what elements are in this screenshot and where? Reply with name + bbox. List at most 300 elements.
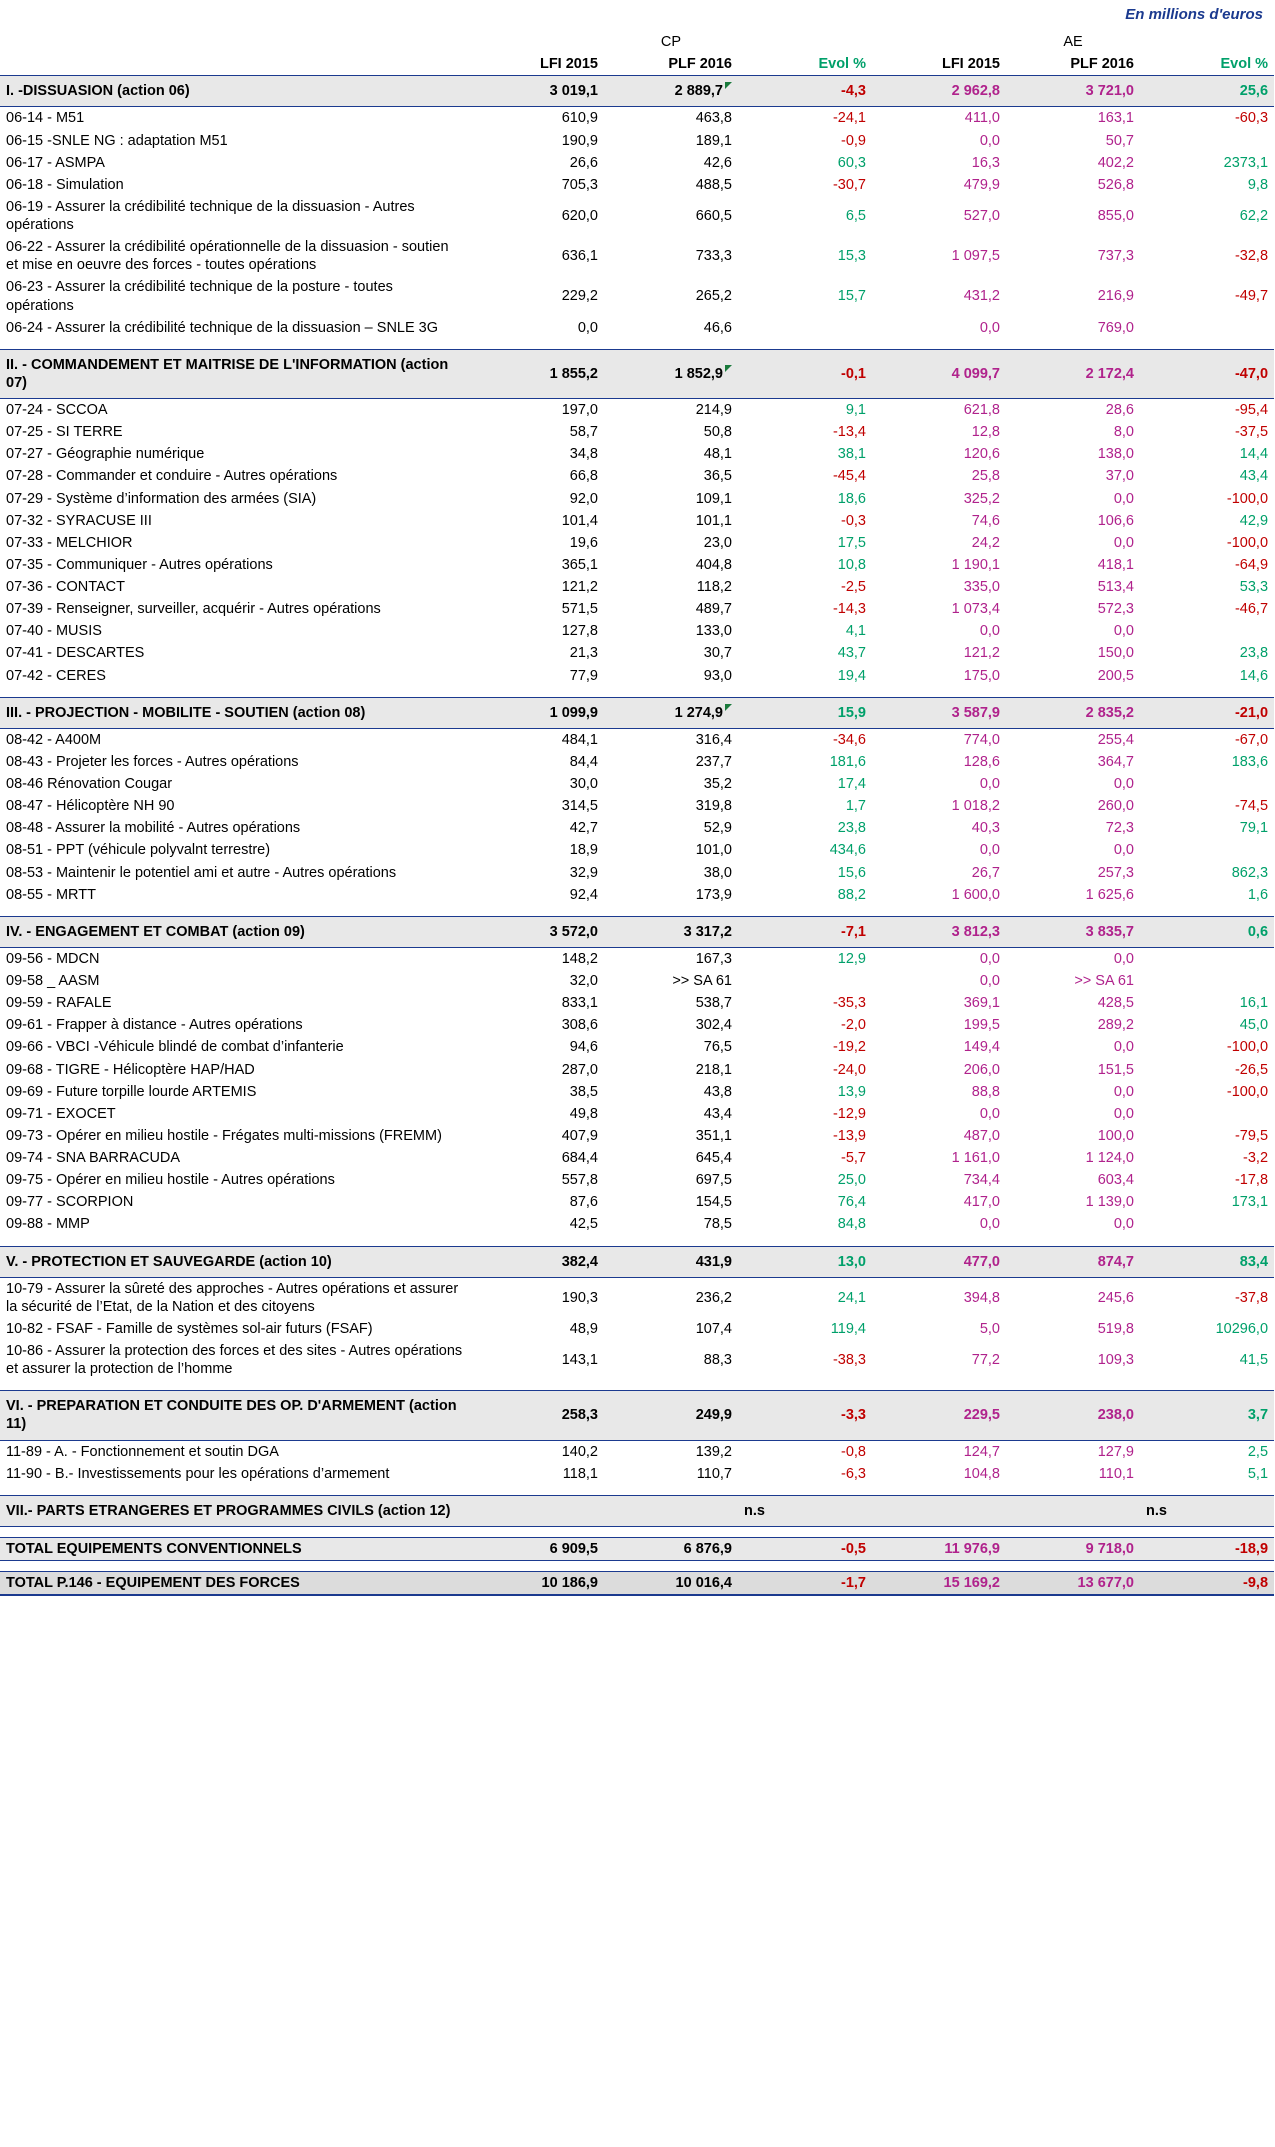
cell-ae-plf: 0,0 bbox=[1113, 1105, 1134, 1122]
cell-cp-evol: -24,1 bbox=[832, 110, 866, 127]
table-row bbox=[0, 598, 1274, 620]
table-row bbox=[0, 992, 1274, 1014]
cell-cp-lfi: 121,2 bbox=[561, 579, 598, 595]
cell-ae-evol: -49,7 bbox=[1234, 288, 1269, 305]
cell-cp-plf: 488,5 bbox=[695, 176, 732, 193]
cell-cp-evol: -1,7 bbox=[738, 1572, 872, 1596]
cell-cp-plf: 319,8 bbox=[695, 798, 732, 815]
cell-cp-evol: 24,1 bbox=[837, 1289, 866, 1306]
cell-ae-lfi: 335,0 bbox=[963, 579, 1000, 595]
cell-ae-evol: -47,0 bbox=[1140, 349, 1274, 398]
cell-ae-evol bbox=[1140, 620, 1274, 642]
cell-ae-lfi: 479,9 bbox=[963, 176, 1000, 193]
cell-cp-lfi: 26,6 bbox=[569, 154, 598, 171]
cell-ae-lfi: 431,2 bbox=[963, 288, 1000, 305]
table-group-header-row bbox=[0, 31, 1274, 53]
table-row bbox=[0, 1340, 1274, 1380]
cell-ae-plf: 0,0 bbox=[1113, 623, 1134, 640]
cell-ae-evol: 14,6 bbox=[1239, 667, 1269, 684]
cell-cp-evol: -12,9 bbox=[832, 1105, 866, 1122]
cell-cp-plf: 489,7 bbox=[695, 601, 732, 618]
cell-ae-plf: 513,4 bbox=[1097, 579, 1134, 595]
cell-ae-plf: 0,0 bbox=[1113, 1039, 1134, 1056]
cell-cp-lfi: 705,3 bbox=[561, 176, 598, 193]
cell-cp-plf: 43,8 bbox=[703, 1083, 732, 1100]
table-row bbox=[0, 130, 1274, 152]
table-row bbox=[0, 317, 1274, 339]
row-label: III. - PROJECTION - MOBILITE - SOUTIEN (action 08) bbox=[0, 697, 470, 728]
cell-cp-evol: -24,0 bbox=[832, 1061, 866, 1078]
cell-ae-lfi: 16,3 bbox=[971, 154, 1000, 171]
triangle-marker-icon bbox=[725, 704, 732, 711]
cell-cp-plf: 189,1 bbox=[695, 132, 732, 149]
cell-cp-lfi: 610,9 bbox=[561, 110, 598, 127]
cell-cp-evol: n.s bbox=[738, 1495, 872, 1526]
cell-ae-plf: 255,4 bbox=[1097, 731, 1134, 748]
cell-cp-plf: 107,4 bbox=[695, 1320, 732, 1337]
cell-ae-evol: -3,2 bbox=[1243, 1150, 1269, 1166]
cell-ae-lfi: 0,0 bbox=[979, 623, 1000, 640]
cell-ae-plf: 3 721,0 bbox=[1006, 76, 1140, 107]
row-label: 06-23 - Assurer la crédibilité technique de la posture - toutes opérations bbox=[6, 279, 393, 314]
cell-cp-plf: 237,7 bbox=[695, 753, 732, 770]
row-label: 07-25 - SI TERRE bbox=[6, 424, 123, 441]
cell-cp-lfi: 42,5 bbox=[569, 1216, 598, 1233]
cell-cp-evol: -2,0 bbox=[841, 1017, 866, 1034]
cell-cp-evol: 15,7 bbox=[837, 288, 866, 305]
cell-ae-lfi: 0,0 bbox=[979, 950, 1000, 967]
cell-ae-lfi bbox=[872, 1495, 1006, 1526]
cell-cp-evol: 38,1 bbox=[837, 446, 866, 463]
cell-ae-lfi: 199,5 bbox=[963, 1017, 1000, 1034]
cell-ae-evol: 42,9 bbox=[1239, 512, 1269, 529]
cell-cp-evol: 15,6 bbox=[837, 864, 866, 881]
cell-ae-lfi: 0,0 bbox=[979, 776, 1000, 792]
cell-cp-lfi: 21,3 bbox=[569, 645, 598, 662]
cell-ae-evol: -9,8 bbox=[1140, 1572, 1274, 1596]
cell-cp-lfi: 19,6 bbox=[569, 534, 598, 551]
cell-ae-plf: 289,2 bbox=[1097, 1017, 1134, 1034]
col-header-ae-plf: PLF 2016 bbox=[1006, 53, 1140, 76]
cell-cp-lfi: 34,8 bbox=[569, 446, 598, 463]
cell-cp-evol: 4,1 bbox=[845, 623, 866, 640]
cell-cp-evol: -5,7 bbox=[841, 1150, 866, 1166]
cell-ae-evol: 10296,0 bbox=[1215, 1320, 1269, 1337]
table-row bbox=[0, 1125, 1274, 1147]
cell-ae-evol: -17,8 bbox=[1234, 1172, 1269, 1189]
cell-cp-lfi: 84,4 bbox=[569, 753, 598, 770]
cell-ae-plf: 37,0 bbox=[1105, 468, 1134, 485]
cell-cp-evol: 43,7 bbox=[837, 645, 866, 662]
cell-cp-lfi: 92,4 bbox=[569, 886, 598, 903]
cell-cp-plf: 538,7 bbox=[695, 995, 732, 1012]
row-label: 08-42 - A400M bbox=[6, 731, 102, 748]
cell-cp-evol: 19,4 bbox=[837, 667, 866, 684]
cell-ae-lfi: 11 976,9 bbox=[872, 1537, 1006, 1560]
cell-ae-plf: 0,0 bbox=[1113, 776, 1134, 792]
cell-ae-lfi: 15 169,2 bbox=[872, 1572, 1006, 1596]
row-label: 06-18 - Simulation bbox=[6, 176, 124, 193]
cell-cp-lfi: 58,7 bbox=[569, 424, 598, 441]
cell-cp-plf: 645,4 bbox=[695, 1150, 732, 1166]
cell-cp-lfi: 6 909,5 bbox=[470, 1537, 604, 1560]
row-label: 07-36 - CONTACT bbox=[6, 579, 125, 595]
cell-cp-evol: 88,2 bbox=[837, 886, 866, 903]
row-label: 09-71 - EXOCET bbox=[6, 1105, 116, 1122]
table-row bbox=[0, 276, 1274, 316]
cell-cp-lfi bbox=[470, 1495, 604, 1526]
cell-ae-plf: 769,0 bbox=[1097, 319, 1134, 336]
cell-cp-lfi: 18,9 bbox=[569, 842, 598, 859]
cell-cp-evol: -0,5 bbox=[738, 1537, 872, 1560]
cell-cp-plf: 42,6 bbox=[703, 154, 732, 171]
cell-cp-plf: 43,4 bbox=[703, 1105, 732, 1122]
cell-ae-lfi: 734,4 bbox=[963, 1172, 1000, 1189]
cell-ae-evol: -74,5 bbox=[1234, 798, 1269, 815]
cell-cp-lfi: 30,0 bbox=[569, 776, 598, 792]
cell-ae-plf: 855,0 bbox=[1097, 207, 1134, 224]
row-label: 07-32 - SYRACUSE III bbox=[6, 512, 152, 529]
cell-ae-plf: 13 677,0 bbox=[1006, 1572, 1140, 1596]
table-row bbox=[0, 1191, 1274, 1213]
cell-cp-evol: 18,6 bbox=[837, 490, 866, 507]
cell-cp-lfi: 92,0 bbox=[569, 490, 598, 507]
cell-ae-lfi: 4 099,7 bbox=[872, 349, 1006, 398]
cell-cp-lfi: 308,6 bbox=[561, 1017, 598, 1034]
col-header-cp-plf: PLF 2016 bbox=[604, 53, 738, 76]
table-row bbox=[0, 1059, 1274, 1081]
cell-ae-lfi: 40,3 bbox=[971, 820, 1000, 837]
row-label: 08-48 - Assurer la mobilité - Autres opérations bbox=[6, 820, 301, 837]
cell-ae-lfi: 0,0 bbox=[979, 132, 1000, 149]
row-label: 06-22 - Assurer la crédibilité opérationnelle de la dissuasion - soutien et mise en oeuvre des forces - toutes opérations bbox=[6, 239, 449, 274]
row-label: I. -DISSUASION (action 06) bbox=[0, 76, 470, 107]
cell-cp-evol: 76,4 bbox=[837, 1194, 866, 1211]
cell-ae-plf: 1 139,0 bbox=[1085, 1194, 1134, 1211]
row-label: 11-90 - B.- Investissements pour les opérations d’armement bbox=[6, 1465, 390, 1482]
cell-ae-evol bbox=[1140, 130, 1274, 152]
table-row bbox=[0, 1318, 1274, 1340]
cell-ae-plf: 100,0 bbox=[1097, 1127, 1134, 1144]
row-label: 06-15 -SNLE NG : adaptation M51 bbox=[6, 132, 228, 149]
row-label: 08-51 - PPT (véhicule polyvalnt terrestre) bbox=[6, 842, 271, 859]
table-row bbox=[0, 465, 1274, 487]
table-row bbox=[0, 236, 1274, 276]
cell-cp-lfi: 314,5 bbox=[561, 798, 598, 815]
row-label: 09-88 - MMP bbox=[6, 1216, 90, 1233]
cell-ae-plf: 245,6 bbox=[1097, 1289, 1134, 1306]
cell-cp-evol: -0,9 bbox=[841, 132, 866, 149]
row-label: 06-24 - Assurer la crédibilité technique de la dissuasion – SNLE 3G bbox=[6, 319, 439, 336]
cell-cp-evol: 17,5 bbox=[837, 534, 866, 551]
cell-ae-lfi: 487,0 bbox=[963, 1127, 1000, 1144]
cell-cp-evol: 10,8 bbox=[837, 556, 866, 573]
table-row bbox=[0, 152, 1274, 174]
table-row bbox=[0, 1103, 1274, 1125]
cell-ae-lfi: 417,0 bbox=[963, 1194, 1000, 1211]
cell-ae-evol: 79,1 bbox=[1239, 820, 1269, 837]
row-label: 07-40 - MUSIS bbox=[6, 623, 102, 640]
cell-ae-evol: 25,6 bbox=[1140, 76, 1274, 107]
row-label: 09-58 _ AASM bbox=[6, 973, 100, 989]
row-label: 10-86 - Assurer la protection des forces et des sites - Autres opérations et assurer la protection de l’homme bbox=[6, 1343, 463, 1378]
cell-ae-lfi: 1 018,2 bbox=[951, 798, 1000, 815]
row-label: 08-46 Rénovation Cougar bbox=[6, 776, 173, 792]
cell-ae-evol bbox=[1140, 317, 1274, 339]
cell-ae-plf: 106,6 bbox=[1097, 512, 1134, 529]
table-section-row bbox=[0, 697, 1274, 728]
cell-cp-lfi: 140,2 bbox=[561, 1443, 598, 1460]
cell-ae-lfi: 24,2 bbox=[971, 534, 1000, 551]
group-header-ae: AE bbox=[1063, 34, 1083, 50]
cell-cp-plf bbox=[604, 1495, 738, 1526]
cell-ae-plf: 163,1 bbox=[1097, 110, 1134, 127]
row-label: 08-47 - Hélicoptère NH 90 bbox=[6, 798, 175, 815]
table-row bbox=[0, 665, 1274, 687]
cell-ae-evol: -100,0 bbox=[1226, 1039, 1269, 1056]
row-label: 08-55 - MRTT bbox=[6, 886, 96, 903]
cell-ae-evol bbox=[1140, 1103, 1274, 1125]
cell-ae-evol: 0,6 bbox=[1140, 916, 1274, 947]
cell-cp-lfi: 557,8 bbox=[561, 1172, 598, 1189]
cell-cp-evol: -35,3 bbox=[832, 995, 866, 1012]
cell-cp-evol: -34,6 bbox=[832, 731, 866, 748]
row-label: 09-74 - SNA BARRACUDA bbox=[6, 1150, 181, 1166]
triangle-marker-icon bbox=[725, 365, 732, 372]
cell-ae-evol: -60,3 bbox=[1234, 110, 1269, 127]
cell-cp-evol bbox=[738, 317, 872, 339]
cell-cp-evol: -0,3 bbox=[841, 512, 866, 529]
row-label: 07-35 - Communiquer - Autres opérations bbox=[6, 556, 273, 573]
cell-cp-plf: 431,9 bbox=[604, 1246, 738, 1277]
table-row bbox=[0, 488, 1274, 510]
row-label: 09-66 - VBCI -Véhicule blindé de combat d’infanterie bbox=[6, 1039, 344, 1056]
cell-ae-evol bbox=[1140, 947, 1274, 970]
cell-cp-lfi: 833,1 bbox=[561, 995, 598, 1012]
row-label: 06-17 - ASMPA bbox=[6, 154, 105, 171]
cell-ae-evol: -95,4 bbox=[1234, 402, 1269, 418]
cell-cp-plf: 3 317,2 bbox=[604, 916, 738, 947]
cell-ae-evol: 5,1 bbox=[1247, 1465, 1269, 1482]
cell-cp-plf: 10 016,4 bbox=[604, 1572, 738, 1596]
cell-ae-plf: 519,8 bbox=[1097, 1320, 1134, 1337]
table-row bbox=[0, 728, 1274, 751]
table-row bbox=[0, 970, 1274, 992]
row-label: 10-82 - FSAF - Famille de systèmes sol-air futurs (FSAF) bbox=[6, 1320, 373, 1337]
col-header-ae-evol: Evol % bbox=[1140, 53, 1274, 76]
table-row bbox=[0, 1440, 1274, 1463]
cell-cp-lfi: 42,7 bbox=[569, 820, 598, 837]
cell-cp-lfi: 1 855,2 bbox=[470, 349, 604, 398]
cell-cp-evol: -14,3 bbox=[832, 601, 866, 618]
cell-cp-evol: 13,9 bbox=[837, 1083, 866, 1100]
cell-cp-plf: 36,5 bbox=[703, 468, 732, 485]
spacer-cell bbox=[0, 1526, 1274, 1537]
cell-cp-plf: 316,4 bbox=[695, 731, 732, 748]
row-label: 09-77 - SCORPION bbox=[6, 1194, 134, 1211]
row-label: 11-89 - A. - Fonctionnement et soutin DGA bbox=[6, 1443, 279, 1460]
table-row bbox=[0, 1277, 1274, 1318]
table-row bbox=[0, 751, 1274, 773]
row-label: 09-73 - Opérer en milieu hostile - Frégates multi-missions (FREMM) bbox=[6, 1127, 442, 1144]
cell-ae-evol: 173,1 bbox=[1231, 1194, 1269, 1211]
cell-cp-lfi: 3 572,0 bbox=[470, 916, 604, 947]
cell-cp-plf: 2 889,7 bbox=[604, 76, 738, 107]
table-row bbox=[0, 1081, 1274, 1103]
cell-ae-evol: -46,7 bbox=[1234, 601, 1269, 618]
cell-cp-evol: -13,4 bbox=[832, 424, 866, 441]
cell-ae-plf: 1 625,6 bbox=[1085, 886, 1134, 903]
cell-cp-plf: 118,2 bbox=[696, 579, 732, 595]
spacer-cell bbox=[0, 1561, 1274, 1572]
cell-ae-evol: 53,3 bbox=[1239, 579, 1269, 595]
budget-table-body bbox=[0, 76, 1274, 1595]
cell-ae-evol: 1,6 bbox=[1247, 886, 1269, 903]
cell-ae-plf: 257,3 bbox=[1097, 864, 1134, 881]
cell-cp-plf: 48,1 bbox=[703, 446, 732, 463]
row-label: 08-53 - Maintenir le potentiel ami et autre - Autres opérations bbox=[6, 864, 397, 881]
row-label: IV. - ENGAGEMENT ET COMBAT (action 09) bbox=[0, 916, 470, 947]
table-section-row bbox=[0, 349, 1274, 398]
cell-ae-plf: 0,0 bbox=[1113, 490, 1134, 507]
cell-cp-evol: -2,5 bbox=[841, 579, 866, 595]
cell-ae-plf: 0,0 bbox=[1113, 534, 1134, 551]
table-spacer-row bbox=[0, 906, 1274, 917]
cell-cp-lfi: 229,2 bbox=[561, 288, 598, 305]
cell-cp-plf: 173,9 bbox=[695, 886, 732, 903]
cell-cp-lfi: 127,8 bbox=[561, 623, 598, 640]
cell-ae-plf: 260,0 bbox=[1097, 798, 1134, 815]
cell-cp-evol: 15,3 bbox=[837, 248, 866, 265]
table-section-row bbox=[0, 916, 1274, 947]
cell-ae-plf: 238,0 bbox=[1006, 1391, 1140, 1440]
cell-cp-plf: 76,5 bbox=[703, 1039, 732, 1056]
table-section-row bbox=[0, 1495, 1274, 1526]
cell-cp-lfi: 287,0 bbox=[561, 1061, 598, 1078]
cell-ae-lfi: 26,7 bbox=[971, 864, 1000, 881]
cell-ae-evol: 9,8 bbox=[1247, 176, 1269, 193]
row-label: 07-33 - MELCHIOR bbox=[6, 534, 133, 551]
cell-cp-evol: -3,3 bbox=[738, 1391, 872, 1440]
cell-cp-plf: 302,4 bbox=[695, 1017, 732, 1034]
cell-ae-evol: 2,5 bbox=[1247, 1443, 1269, 1460]
cell-cp-plf: 101,1 bbox=[695, 512, 732, 529]
cell-cp-evol: -13,9 bbox=[832, 1127, 866, 1144]
units-note: En millions d'euros bbox=[1125, 6, 1263, 23]
cell-cp-plf: 38,0 bbox=[703, 864, 732, 881]
row-label: TOTAL P.146 - EQUIPEMENT DES FORCES bbox=[0, 1572, 470, 1596]
cell-ae-plf: 2 835,2 bbox=[1006, 697, 1140, 728]
cell-ae-evol: 862,3 bbox=[1231, 864, 1269, 881]
cell-cp-lfi: 118,1 bbox=[562, 1465, 598, 1482]
cell-cp-evol: -7,1 bbox=[738, 916, 872, 947]
cell-cp-lfi: 484,1 bbox=[561, 731, 598, 748]
row-label: VII.- PARTS ETRANGERES ET PROGRAMMES CIVILS (action 12) bbox=[0, 1495, 470, 1526]
cell-cp-evol: 60,3 bbox=[837, 154, 866, 171]
cell-ae-evol: -18,9 bbox=[1140, 1537, 1274, 1560]
col-header-0 bbox=[0, 53, 470, 76]
cell-cp-plf: 463,8 bbox=[695, 110, 732, 127]
cell-cp-plf: 6 876,9 bbox=[604, 1537, 738, 1560]
cell-ae-evol: -37,8 bbox=[1234, 1289, 1269, 1306]
table-spacer-row bbox=[0, 1526, 1274, 1537]
cell-ae-lfi: 12,8 bbox=[971, 424, 1000, 441]
row-label: 06-19 - Assurer la crédibilité technique de la dissuasion - Autres opérations bbox=[6, 198, 415, 233]
table-row bbox=[0, 642, 1274, 664]
cell-ae-lfi: 3 587,9 bbox=[872, 697, 1006, 728]
table-section-row bbox=[0, 1391, 1274, 1440]
row-label: VI. - PREPARATION ET CONDUITE DES OP. D'ARMEMENT (action 11) bbox=[0, 1391, 470, 1440]
cell-ae-lfi: 121,2 bbox=[963, 645, 1000, 662]
cell-cp-lfi: 197,0 bbox=[561, 402, 598, 418]
cell-ae-evol: 43,4 bbox=[1239, 468, 1269, 485]
cell-ae-lfi: 25,8 bbox=[971, 468, 1000, 485]
table-row bbox=[0, 1463, 1274, 1485]
cell-ae-evol bbox=[1140, 1213, 1274, 1235]
cell-ae-plf: 402,2 bbox=[1097, 154, 1134, 171]
cell-ae-lfi: 77,2 bbox=[971, 1352, 1000, 1369]
cell-ae-lfi: 1 097,5 bbox=[951, 248, 1000, 265]
cell-ae-plf: >> SA 61 bbox=[1074, 973, 1134, 989]
cell-ae-evol: 2373,1 bbox=[1223, 154, 1269, 171]
cell-ae-lfi: 2 962,8 bbox=[872, 76, 1006, 107]
cell-cp-lfi: 3 019,1 bbox=[470, 76, 604, 107]
cell-cp-lfi: 1 099,9 bbox=[470, 697, 604, 728]
row-label: 09-75 - Opérer en milieu hostile - Autres opérations bbox=[6, 1172, 335, 1189]
cell-cp-plf: 23,0 bbox=[703, 534, 732, 551]
table-row bbox=[0, 1213, 1274, 1235]
table-row bbox=[0, 196, 1274, 236]
cell-ae-plf: 1 124,0 bbox=[1085, 1150, 1134, 1166]
cell-ae-plf: 3 835,7 bbox=[1006, 916, 1140, 947]
row-label: 09-61 - Frapper à distance - Autres opérations bbox=[6, 1017, 303, 1034]
row-label: 07-28 - Commander et conduire - Autres opérations bbox=[6, 468, 338, 485]
spacer-cell bbox=[0, 906, 1274, 917]
cell-ae-plf: 418,1 bbox=[1097, 556, 1134, 573]
cell-ae-plf: 127,9 bbox=[1097, 1443, 1134, 1460]
cell-ae-evol: -100,0 bbox=[1226, 1083, 1269, 1100]
cell-cp-evol: 9,1 bbox=[845, 402, 866, 418]
cell-ae-lfi: 394,8 bbox=[963, 1289, 1000, 1306]
table-section-row bbox=[0, 1246, 1274, 1277]
cell-cp-plf: 46,6 bbox=[703, 319, 732, 336]
cell-ae-evol: 14,4 bbox=[1239, 446, 1269, 463]
cell-ae-plf: 8,0 bbox=[1113, 424, 1134, 441]
table-row bbox=[0, 443, 1274, 465]
cell-ae-lfi: 120,6 bbox=[963, 446, 1000, 463]
cell-ae-lfi: 325,2 bbox=[963, 490, 1000, 507]
cell-ae-evol: 62,2 bbox=[1239, 207, 1269, 224]
cell-cp-plf: 35,2 bbox=[703, 776, 732, 792]
table-row bbox=[0, 576, 1274, 598]
cell-cp-plf: 133,0 bbox=[695, 623, 732, 640]
cell-ae-plf: 72,3 bbox=[1105, 820, 1134, 837]
cell-ae-plf bbox=[1006, 1495, 1140, 1526]
cell-ae-evol: 183,6 bbox=[1231, 753, 1269, 770]
cell-ae-lfi: 74,6 bbox=[971, 512, 1000, 529]
cell-cp-evol: 84,8 bbox=[837, 1216, 866, 1233]
cell-cp-lfi: 382,4 bbox=[470, 1246, 604, 1277]
row-label: 07-39 - Renseigner, surveiller, acquérir - Autres opérations bbox=[6, 601, 381, 618]
table-grand-total-row bbox=[0, 1572, 1274, 1596]
cell-cp-lfi: 32,0 bbox=[569, 973, 598, 989]
cell-ae-evol: -79,5 bbox=[1234, 1127, 1269, 1144]
spacer-cell bbox=[0, 1236, 1274, 1247]
cell-ae-lfi: 1 190,1 bbox=[951, 556, 1000, 573]
cell-ae-lfi: 104,8 bbox=[963, 1465, 1000, 1482]
cell-ae-evol: 83,4 bbox=[1140, 1246, 1274, 1277]
table-column-header-row bbox=[0, 53, 1274, 76]
